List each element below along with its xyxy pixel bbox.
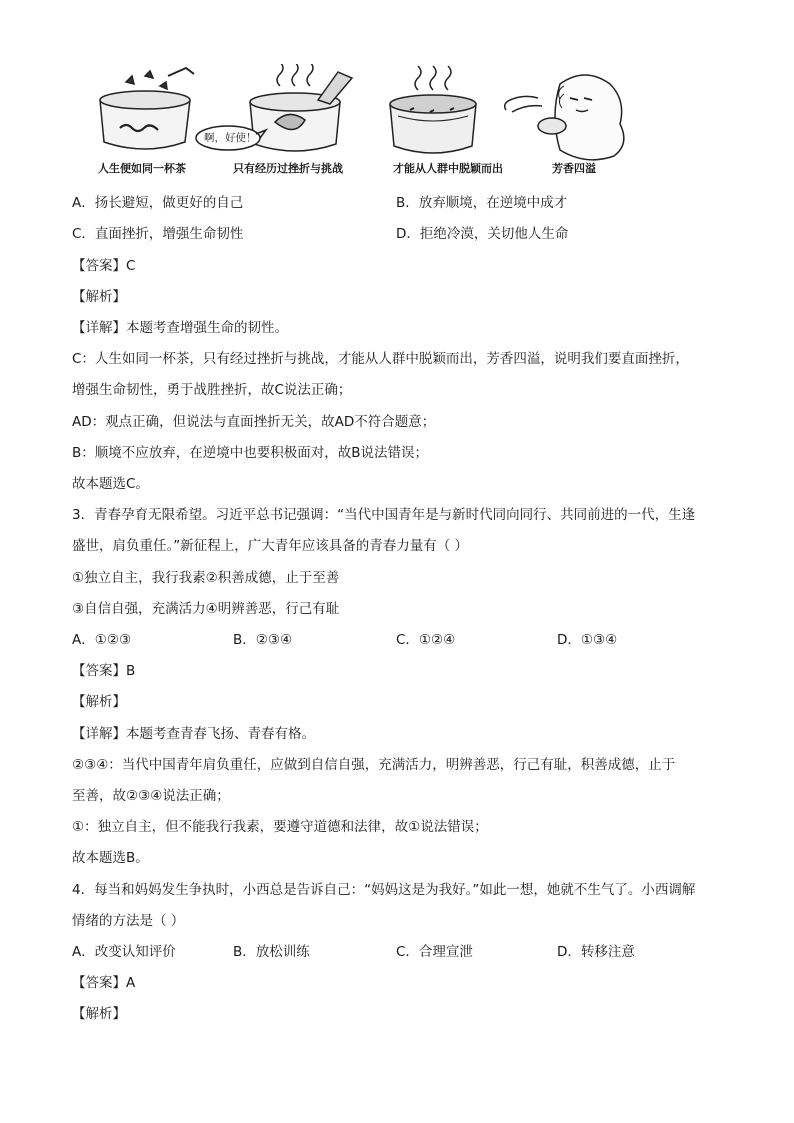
speech-bubble-text: 啊，好使！ (204, 132, 257, 144)
q2-option-a: A．扬长避短，做更好的自己 (72, 195, 244, 211)
tea-cup-1-icon (100, 68, 194, 149)
q4-option-b: B．放松训练 (233, 944, 310, 960)
q3-answer: 【答案】B (72, 663, 136, 679)
q3-analysis-label: 【解析】 (72, 694, 126, 710)
comic-caption-1: 人生便如同一杯茶 (98, 162, 186, 175)
comic-caption-3: 才能从人群中脱颖而出 (393, 162, 503, 175)
q3-stem: 3．青春孕育无限希望。习近平总书记强调：“当代中国青年是与新时代同向同行、共同前进的一代，生逢 (72, 507, 696, 523)
q3-option-d: D．①③④ (557, 632, 618, 648)
q3-option-b: B．②③④ (233, 632, 293, 648)
q3-detail-line: 【详解】本题考查青春飞扬、青春有格。 (72, 726, 315, 742)
q4-answer: 【答案】A (72, 975, 136, 991)
q2-detail-line: 故本题选C。 (72, 476, 149, 492)
q3-detail-line: ②③④：当代中国青年肩负重任，应做到自信自强，充满活力，明辨善恶，行己有耻，积善成德，止于 (72, 757, 676, 773)
q2-detail-line: C：人生如同一杯茶，只有经过挫折与挑战，才能从人群中脱颖而出，芳香四溢，说明我们要直面挫折， (72, 351, 689, 367)
q3-statement-line: ①独立自主，我行我素②积善成德，止于至善 (72, 570, 340, 586)
q4-analysis-label: 【解析】 (72, 1006, 126, 1022)
q3-detail-line: 故本题选B。 (72, 850, 149, 866)
q2-option-c: C．直面挫折，增强生命韧性 (72, 226, 244, 242)
q2-option-b: B．放弃顺境，在逆境中成才 (396, 195, 568, 211)
q2-answer: 【答案】C (72, 258, 136, 274)
q3-option-a: A．①②③ (72, 632, 132, 648)
q4-option-a: A．改变认知评价 (72, 944, 176, 960)
tea-cup-3-icon (390, 66, 476, 153)
q2-option-d: D．拒绝冷漠，关切他人生命 (396, 226, 569, 242)
q4-stem: 情绪的方法是（ ） (72, 913, 185, 929)
q4-option-c: C．合理宣泄 (396, 944, 473, 960)
q4-stem: 4．每当和妈妈发生争执时，小西总是告诉自己：“妈妈这是为我好。”如此一想，她就不生气了。小西调解 (72, 882, 696, 898)
q2-detail-line: 【详解】本题考查增强生命的韧性。 (72, 320, 288, 336)
q3-detail-line: 至善，故②③④说法正确； (72, 788, 230, 804)
q2-analysis-label: 【解析】 (72, 289, 126, 305)
comic-caption-4: 芳香四溢 (552, 162, 596, 175)
comic-caption-2: 只有经历过挫折与挑战 (233, 162, 343, 175)
character-smelling-icon (505, 75, 624, 160)
q2-detail-line: 增强生命韧性，勇于战胜挫折，故C说法正确； (72, 382, 352, 398)
comic-strip (90, 64, 650, 182)
q4-option-d: D．转移注意 (557, 944, 635, 960)
q3-stem: 盛世，肩负重任。”新征程上，广大青年应该具备的青春力量有（ ） (72, 538, 469, 554)
q3-detail-line: ①：独立自主，但不能我行我素，要遵守道德和法律，故①说法错误； (72, 819, 488, 835)
q2-detail-line: B：顺境不应放弃，在逆境中也要积极面对，故B说法错误； (72, 445, 429, 461)
q2-detail-line: AD：观点正确，但说法与直面挫折无关，故AD不符合题意； (72, 414, 436, 430)
q3-statement-line: ③自信自强，充满活力④明辨善恶，行己有耻 (72, 601, 340, 617)
q3-option-c: C．①②④ (396, 632, 456, 648)
